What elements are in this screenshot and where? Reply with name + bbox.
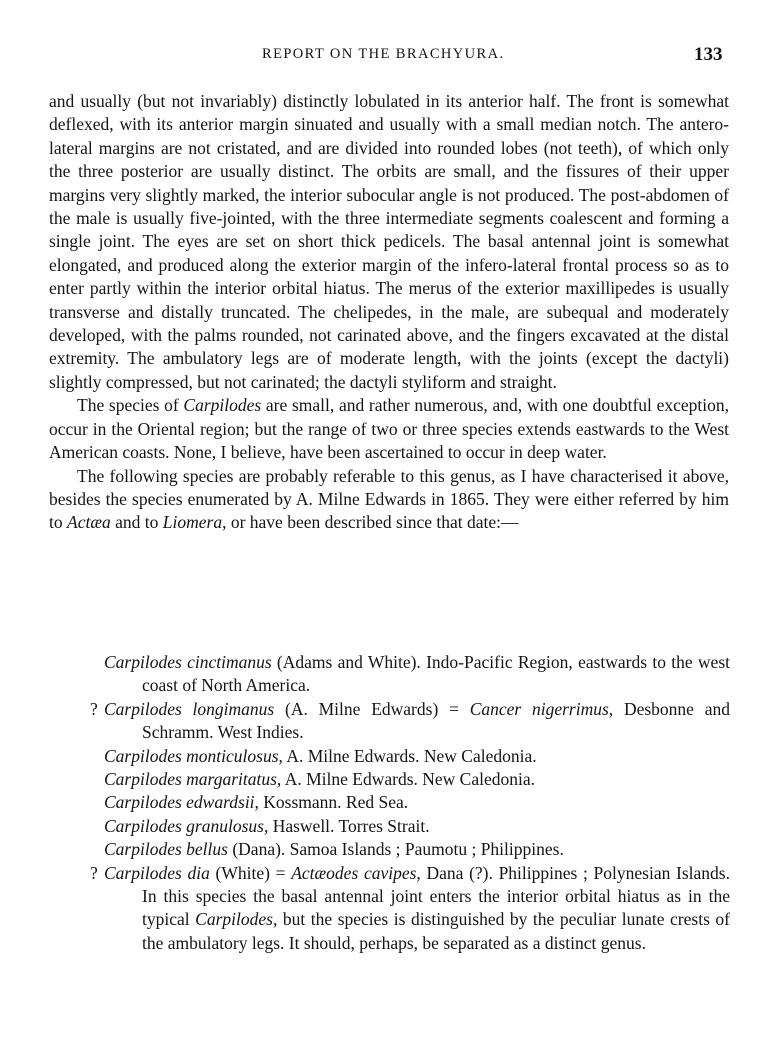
- species-list: [90, 651, 731, 955]
- taxon-name: Actæa: [67, 512, 111, 533]
- text-run: (A. Milne Edwards) =: [274, 698, 470, 719]
- paragraph: [49, 90, 729, 394]
- taxon-name: Carpilodes bellus: [104, 839, 228, 860]
- taxon-name: Carpilodes: [183, 395, 262, 416]
- text-run: (Adams and White). Indo-Pacific Region, eastwards to the west coast of North America.: [142, 652, 730, 696]
- text-run: Haswell. Torres Strait.: [268, 815, 430, 836]
- text-run: (Dana). Samoa Islands ; Paumotu ; Philippines.: [227, 839, 564, 860]
- text-run: The following species are probably referable to this genus, as I have characterised it above, besides the species enumerated by A. Milne Edwards in 1865. They were either referred by him to: [49, 465, 729, 533]
- taxon-name: Carpilodes edwardsii,: [104, 792, 259, 813]
- text-run: but the species is distinguished by the peculiar lunate crests of the ambulatory legs. It should, perhaps, be separated as a distinct genus.: [142, 909, 731, 953]
- text-run: Kossmann. Red Sea.: [258, 792, 409, 813]
- text-run: Dana (?). Philippines ; Polynesian Islands. In this species the basal antennal joint enters the interior orbital hiatus as in the typical: [142, 862, 730, 930]
- text-run: or have been described since that date:—: [226, 512, 519, 533]
- paragraph: [49, 465, 729, 535]
- text-run: are small, and rather numerous, and, with one doubtful exception, occur in the Oriental region; but the range of two or three species extends eastwards to the West American coasts. None, I believe, have been ascertained to occur in deep water.: [49, 395, 729, 463]
- text-run: Desbonne and Schramm. West Indies.: [142, 698, 730, 743]
- taxon-name: Liomera,: [162, 512, 227, 533]
- doubtful-mark: ?: [90, 698, 98, 719]
- taxon-name: Cancer nigerrimus,: [469, 698, 614, 719]
- running-header: [0, 44, 776, 68]
- text-run: A. Milne Edwards. New Caledonia.: [281, 769, 535, 790]
- taxon-name: Carpilodes longimanus: [104, 698, 275, 719]
- paragraph: [49, 394, 729, 464]
- taxon-name: Carpilodes cinctimanus: [104, 652, 272, 672]
- text-run: and to: [110, 512, 163, 533]
- page-number: 133: [694, 44, 723, 65]
- species-entry: [104, 768, 730, 791]
- doubtful-mark: ?: [90, 862, 98, 883]
- taxon-name: Carpilodes dia: [104, 862, 210, 883]
- text-run: and usually (but not invariably) distinctly lobulated in its anterior half. The front is somewhat deflexed, with its anterior margin sinuated and usually with a small median notch. The antero-lateral margins are not cristated, and are divided into rounded lobes (not teeth), of which only the three posterior are usually distinct. The orbits are small, and the fissures of their upper margins very slightly marked, the interior subocular angle is not produced. The post-abdomen of the male is usually five-jointed, with the three intermediate segments coalescent and forming a single joint. The eyes are set on short thick pedicels. The basal antennal joint is somewhat elongated, and produced along the exterior margin of the infero-lateral frontal process so as to enter partly within the interior orbital hiatus. The merus of the exterior maxillipedes is usually transverse and distally truncated. The chelipedes, in the male, are subequal and moderately developed, with the palms rounded, not carinated above, and the fingers excavated at the distal extremity. The ambulatory legs are of moderate length, with the joints (except the dactyli) slightly compressed, but not carinated; the dactyli styliform and straight.: [49, 91, 729, 392]
- taxon-name: Carpilodes monticulosus,: [104, 745, 283, 766]
- species-entry: [104, 791, 730, 814]
- taxon-name: Carpilodes granulosus,: [104, 815, 269, 836]
- species-entry: [90, 698, 730, 745]
- taxon-name: Actæodes cavipes,: [291, 862, 421, 883]
- species-entry: [104, 745, 730, 768]
- text-run: A. Milne Edwards. New Caledonia.: [282, 745, 537, 766]
- taxon-name: Carpilodes margaritatus,: [104, 769, 282, 790]
- species-entry: [104, 838, 730, 861]
- text-run: (White) =: [209, 862, 292, 883]
- text-run: The species of: [77, 395, 184, 416]
- species-entry: [90, 862, 731, 956]
- running-title: REPORT ON THE BRACHYURA.: [262, 46, 505, 62]
- body-text: [49, 90, 729, 535]
- species-entry: [104, 651, 730, 698]
- species-entry: [104, 815, 730, 838]
- taxon-name: Carpilodes,: [195, 909, 278, 930]
